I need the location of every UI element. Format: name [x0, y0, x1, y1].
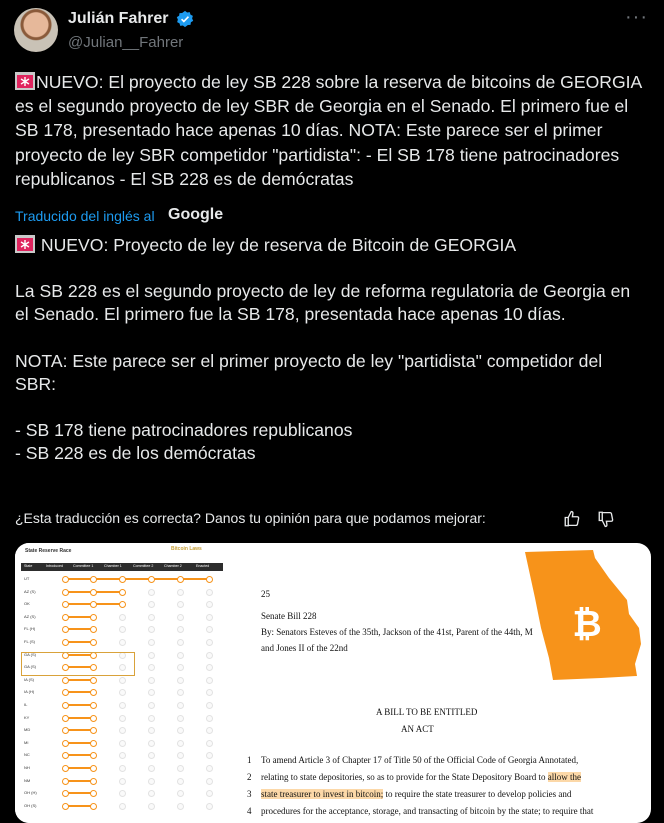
tracker-stage-dot — [62, 576, 69, 583]
tracker-stage-dot — [177, 589, 184, 596]
tracker-row — [21, 686, 223, 698]
tracker-stage-dot — [119, 727, 126, 734]
translated-by-link[interactable]: Traducido del inglés al — [15, 208, 155, 224]
tracker-stage-dot — [148, 626, 155, 633]
tracker-state: AZ (S) — [24, 588, 36, 594]
document-line-number: 1 — [247, 755, 252, 765]
author-name[interactable]: Julián Fahrer — [68, 10, 169, 27]
google-logo: Google — [168, 206, 224, 223]
tracker-stage-dot — [148, 702, 155, 709]
tracker-stage-dot — [119, 639, 126, 646]
bitcoin-laws-logo: Bitcoin Laws — [171, 546, 202, 552]
tracker-header-cell: Chamber 2 — [164, 564, 182, 568]
tracker-stage-dot — [62, 752, 69, 759]
tracker-stage-dot — [62, 778, 69, 785]
tracker-stage-dot — [148, 803, 155, 810]
tracker-row — [21, 598, 223, 610]
tracker-stage-dot — [206, 576, 213, 583]
tracker-stage-dot — [90, 576, 97, 583]
attached-image[interactable] — [15, 543, 651, 823]
tracker-progress-bar — [65, 641, 93, 643]
tracker-stage-dot — [206, 727, 213, 734]
tracker-stage-dot — [177, 727, 184, 734]
tracker-stage-dot — [177, 576, 184, 583]
tracker-progress-bar — [65, 792, 93, 794]
tracker-header-cell: Enacted — [196, 564, 210, 568]
senate-bill-document — [247, 543, 651, 823]
author-handle[interactable]: @Julian__Fahrer — [68, 34, 184, 51]
tracker-stage-dot — [119, 752, 126, 759]
tracker-stage-dot — [177, 652, 184, 659]
document-line-number: 4 — [247, 806, 252, 816]
tracker-stage-dot — [148, 778, 155, 785]
tracker-progress-bar — [65, 616, 93, 618]
tracker-stage-dot — [206, 715, 213, 722]
tracker-header — [21, 563, 223, 571]
tracker-stage-dot — [206, 664, 213, 671]
svg-text:₿: ₿ — [572, 603, 602, 644]
tracker-row — [21, 775, 223, 787]
tracker-row — [21, 611, 223, 623]
document-bill-name: Senate Bill 228 — [261, 611, 317, 621]
tracker-state: OH (H) — [24, 790, 37, 796]
tracker-stage-dot — [177, 614, 184, 621]
tracker-stage-dot — [90, 614, 97, 621]
tracker-stage-dot — [62, 803, 69, 810]
tracker-stage-dot — [206, 639, 213, 646]
tracker-progress-bar — [65, 717, 93, 719]
document-line: procedures for the acceptance, storage, and transacting of bitcoin by the state; to require that — [261, 806, 594, 816]
document-line: To amend Article 3 of Chapter 17 of Title 50 of the Official Code of Georgia Annotated, — [261, 755, 579, 765]
tracker-stage-dot — [206, 752, 213, 759]
tracker-stage-dot — [177, 677, 184, 684]
document-text: to require the state treasurer to develop policies and — [385, 789, 572, 799]
tracker-row — [21, 737, 223, 749]
original-bullet2: - SB 228 es de los demócratas — [15, 443, 256, 464]
document-line-number: 2 — [247, 772, 252, 782]
tracker-stage-dot — [119, 765, 126, 772]
translation-feedback-question: ¿Esta traducción es correcta? Danos tu opinión para que podamos mejorar: — [15, 510, 486, 526]
tracker-stage-dot — [177, 689, 184, 696]
original-line1: NUEVO: Proyecto de ley de reserva de Bitcoin de GEORGIA — [40, 235, 517, 255]
tracker-row — [21, 712, 223, 724]
tracker-progress-bar — [65, 754, 93, 756]
tracker-stage-dot — [148, 677, 155, 684]
tracker-row — [21, 749, 223, 761]
tracker-stage-dot — [90, 626, 97, 633]
tracker-stage-dot — [90, 639, 97, 646]
tracker-stage-dot — [90, 702, 97, 709]
tracker-stage-dot — [90, 677, 97, 684]
siren-icon — [15, 72, 35, 90]
tracker-stage-dot — [62, 790, 69, 797]
tracker-state: UT — [24, 576, 30, 581]
tracker-progress-bar — [65, 704, 93, 706]
tracker-stage-dot — [62, 715, 69, 722]
tracker-stage-dot — [90, 689, 97, 696]
tracker-state: IA (H) — [24, 689, 35, 695]
tracker-stage-dot — [62, 626, 69, 633]
tracker-stage-dot — [119, 778, 126, 785]
tracker-state: GA (S) — [24, 664, 37, 670]
tracker-state: NC — [24, 752, 30, 758]
verified-badge-icon — [176, 10, 194, 28]
tracker-stage-dot — [206, 702, 213, 709]
tracker-stage-dot — [148, 740, 155, 747]
tracker-stage-dot — [148, 689, 155, 696]
tracker-stage-dot — [177, 626, 184, 633]
tracker-stage-dot — [148, 614, 155, 621]
original-text — [15, 234, 647, 465]
more-options-icon[interactable]: ··· — [625, 6, 648, 28]
tracker-stage-dot — [90, 790, 97, 797]
tracker-row — [21, 800, 223, 812]
tracker-stage-dot — [206, 778, 213, 785]
tracker-title: State Reserve Race — [25, 548, 72, 554]
document-sponsors: By: Senators Esteves of the 35th, Jackson of the 41st, Parent of the 44th, M — [261, 627, 533, 637]
tracker-stage-dot — [177, 664, 184, 671]
tracker-header-cell: State — [24, 564, 33, 568]
document-line-number: 3 — [247, 789, 252, 799]
tracker-stage-dot — [177, 715, 184, 722]
tracker-state: MI — [24, 739, 29, 745]
tracker-state: KY — [24, 714, 30, 720]
tracker-stage-dot — [119, 614, 126, 621]
tracker-row — [21, 762, 223, 774]
tracker-row — [21, 636, 223, 648]
tracker-header-cell: Introduced — [46, 564, 63, 568]
tracker-stage-dot — [90, 765, 97, 772]
tracker-stage-dot — [148, 727, 155, 734]
tracker-stage-dot — [90, 715, 97, 722]
georgia-highlight-box — [21, 652, 135, 676]
document-line-number: 25 — [261, 589, 270, 599]
tracker-stage-dot — [119, 715, 126, 722]
tracker-stage-dot — [177, 790, 184, 797]
tracker-stage-dot — [206, 652, 213, 659]
tracker-state: AZ (S) — [24, 613, 36, 619]
tracker-header-cell: Committee 1 — [73, 564, 94, 568]
highlighted-text: state treasurer to invest in bitcoin; — [261, 789, 384, 799]
tracker-stage-dot — [206, 589, 213, 596]
original-para2: La SB 228 es el segundo proyecto de ley de reforma regulatoria de Georgia en el Senado. El primero fue la SB 178, presentada hace apenas 10 días. — [15, 281, 631, 325]
tracker-header-cell: Chamber 1 — [104, 564, 122, 568]
tracker-stage-dot — [119, 803, 126, 810]
translated-text: NUEVO: El proyecto de ley SB 228 sobre la reserva de bitcoins de GEORGIA es el segundo proyecto de ley SBR de Georgia en el Senado. El primero fue el SB 178, presentado hace apenas 10 días. NOTA: Este parece ser el primer proyecto de ley SBR competidor "partidista": - El SB 178 tiene patrocinadores republicanos - El SB 228 es de demócratas — [15, 72, 642, 189]
tracker-progress-bar — [65, 729, 93, 731]
document-line — [261, 789, 571, 799]
tracker-stage-dot — [177, 778, 184, 785]
tracker-stage-dot — [62, 727, 69, 734]
tracker-stage-dot — [119, 702, 126, 709]
tracker-header-cell: Committee 2 — [133, 564, 154, 568]
tracker-row — [21, 623, 223, 635]
tracker-state: OK — [24, 601, 30, 607]
document-heading: A BILL TO BE ENTITLED — [376, 707, 478, 717]
original-para3: NOTA: Este parece ser el primer proyecto de ley "partidista" competidor del SBR: — [15, 350, 603, 394]
tracker-stage-dot — [62, 677, 69, 684]
thumbs-down-icon[interactable] — [597, 510, 615, 528]
siren-icon — [15, 235, 35, 253]
tracker-stage-dot — [177, 740, 184, 747]
tracker-stage-dot — [62, 639, 69, 646]
tracker-stage-dot — [148, 765, 155, 772]
document-sponsors: and Jones II of the 22nd — [261, 643, 348, 653]
tracker-stage-dot — [90, 778, 97, 785]
tracker-stage-dot — [148, 652, 155, 659]
tracker-stage-dot — [177, 702, 184, 709]
tracker-stage-dot — [177, 803, 184, 810]
tracker-stage-dot — [148, 589, 155, 596]
tracker-stage-dot — [119, 677, 126, 684]
tracker-progress-bar — [65, 691, 93, 693]
tracker-progress-bar — [65, 767, 93, 769]
tracker-state: FL (S) — [24, 639, 35, 644]
tracker-stage-dot — [90, 589, 97, 596]
tracker-stage-dot — [90, 752, 97, 759]
tracker-stage-dot — [206, 601, 213, 608]
tracker-state: NH — [24, 765, 30, 770]
original-bullet1: - SB 178 tiene patrocinadores republicanos — [15, 420, 353, 441]
tracker-stage-dot — [148, 601, 155, 608]
document-line — [261, 772, 581, 782]
tracker-row — [21, 699, 223, 711]
tracker-stage-dot — [177, 752, 184, 759]
tracker-stage-dot — [206, 626, 213, 633]
tracker-progress-bar — [65, 805, 93, 807]
tracker-stage-dot — [62, 740, 69, 747]
tracker-stage-dot — [90, 740, 97, 747]
tracker-progress-bar — [65, 742, 93, 744]
tracker-stage-dot — [177, 639, 184, 646]
tracker-stage-dot — [177, 765, 184, 772]
tracker-stage-dot — [206, 765, 213, 772]
tracker-stage-dot — [62, 765, 69, 772]
tracker-state: IL — [24, 702, 28, 707]
tracker-stage-dot — [62, 601, 69, 608]
tracker-stage-dot — [119, 589, 126, 596]
tracker-stage-dot — [148, 715, 155, 722]
tracker-state: FL (H) — [24, 626, 36, 632]
tracker-stage-dot — [62, 702, 69, 709]
tracker-stage-dot — [148, 664, 155, 671]
tracker-state: GA (S) — [24, 651, 37, 657]
tracker-stage-dot — [119, 689, 126, 696]
tracker-stage-dot — [206, 740, 213, 747]
document-text: relating to state depositories, so as to provide for the State Depository Board to — [261, 772, 546, 782]
tracker-stage-dot — [206, 790, 213, 797]
tracker-row — [21, 787, 223, 799]
tracker-stage-dot — [206, 614, 213, 621]
tracker-stage-dot — [206, 689, 213, 696]
tracker-stage-dot — [119, 626, 126, 633]
tracker-stage-dot — [62, 614, 69, 621]
tracker-progress-bar — [65, 780, 93, 782]
tracker-stage-dot — [119, 740, 126, 747]
tracker-stage-dot — [206, 803, 213, 810]
tracker-stage-dot — [90, 727, 97, 734]
tracker-stage-dot — [90, 803, 97, 810]
document-heading: AN ACT — [401, 724, 434, 734]
tracker-stage-dot — [148, 752, 155, 759]
tracker-row — [21, 573, 223, 585]
tracker-progress-bar — [65, 578, 209, 580]
tracker-stage-dot — [206, 677, 213, 684]
tracker-state: NM — [24, 777, 31, 783]
tracker-state: IA (S) — [24, 676, 35, 682]
tracker-stage-dot — [148, 576, 155, 583]
tracker-stage-dot — [119, 576, 126, 583]
tracker-stage-dot — [90, 601, 97, 608]
tracker-state: OH (S) — [24, 802, 37, 808]
tracker-progress-bar — [65, 628, 93, 630]
tracker-stage-dot — [148, 790, 155, 797]
tracker-stage-dot — [148, 639, 155, 646]
tracker-stage-dot — [62, 689, 69, 696]
tracker-state: MD — [24, 727, 31, 733]
tracker-stage-dot — [119, 790, 126, 797]
tracker-progress-bar — [65, 679, 93, 681]
tracker-stage-dot — [62, 589, 69, 596]
avatar[interactable] — [14, 8, 58, 52]
tracker-row — [21, 586, 223, 598]
tweet-text — [15, 70, 645, 191]
highlighted-text: allow the — [547, 772, 581, 782]
tracker-row — [21, 724, 223, 736]
tracker-stage-dot — [177, 601, 184, 608]
tracker-stage-dot — [119, 601, 126, 608]
thumbs-up-icon[interactable] — [563, 510, 581, 528]
state-reserve-tracker — [15, 543, 227, 823]
